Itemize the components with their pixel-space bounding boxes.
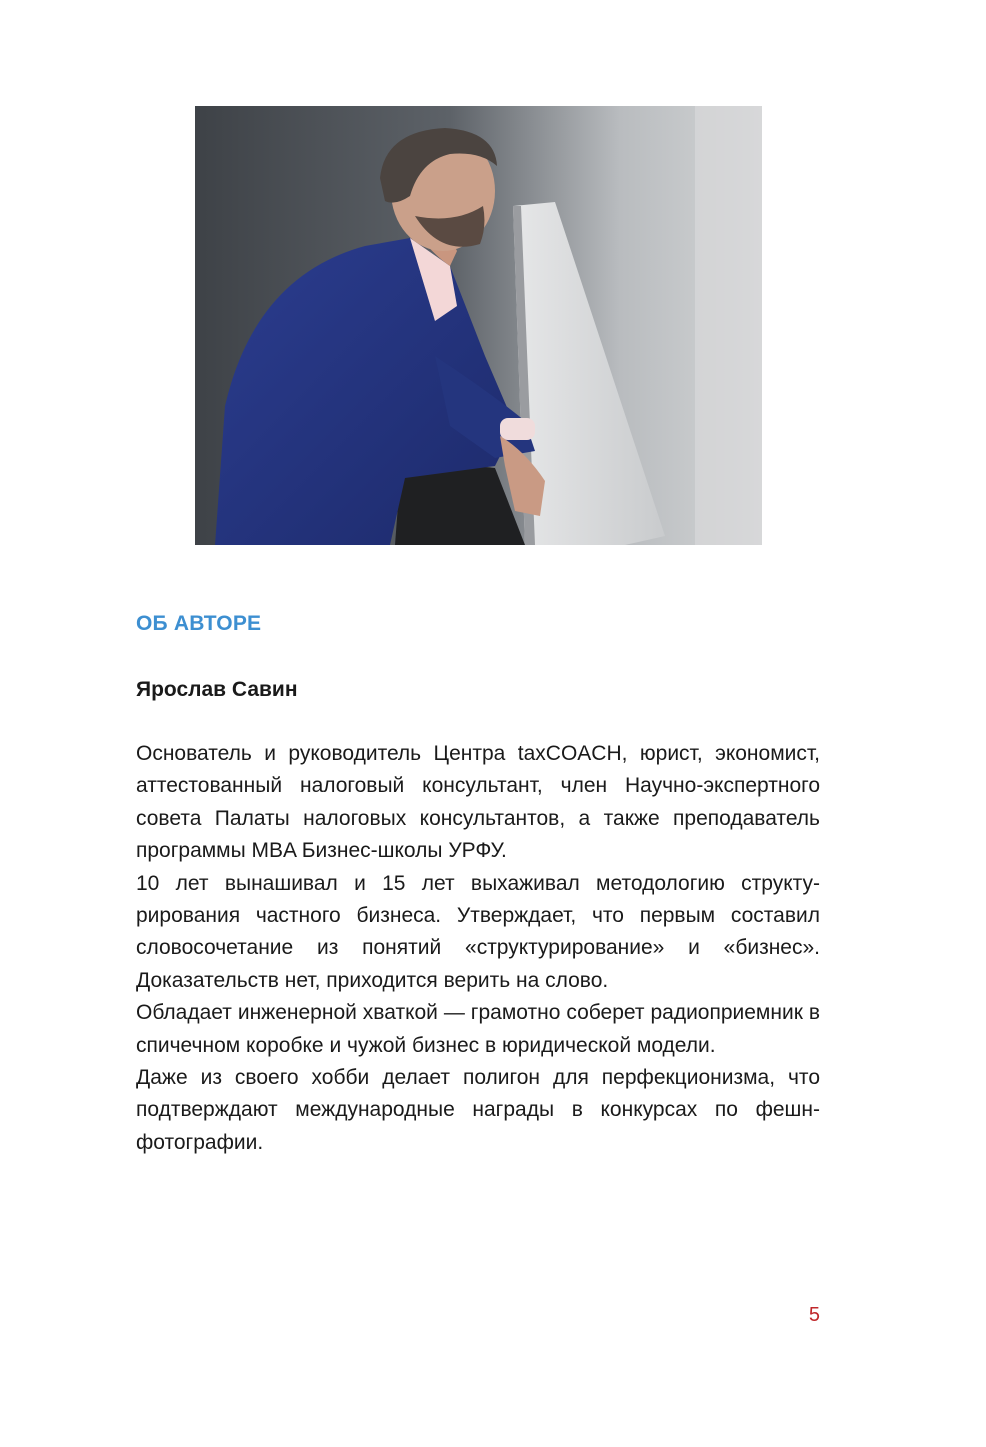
section-title: ОБ АВТОРЕ [136,612,262,635]
bio-paragraph: 10 лет вынашивал и 15 лет выхаживал методологию структурирования частного бизнеса. Утверждает, что первым составил словосочетание из понятий «структурирование» и «бизнес». Доказательств нет, приходится верить на слово. [136,871,820,992]
bio-paragraph: Даже из своего хобби делает полигон для перфекционизма, что подтверждают международные награды в конкурсах по фешн-фотографии. [136,1066,820,1154]
author-photo [195,106,762,545]
author-name: Ярослав Савин [136,678,298,701]
bio-paragraph: Основатель и руководитель Центра taxCOACH, юрист, экономист, аттестованный налоговый консультант, член Научно-экспертного совета Палаты налоговых консультантов, а также преподаватель программы MBA Бизнес-школы УРФУ. [136,742,820,863]
page-number: 5 [808,1304,820,1326]
bio-paragraph: Обладает инженерной хваткой — грамотно соберет радиоприемник в спичечном коробке и чужой бизнес в юридической модели. [136,1001,820,1057]
author-bio [136,738,820,1159]
